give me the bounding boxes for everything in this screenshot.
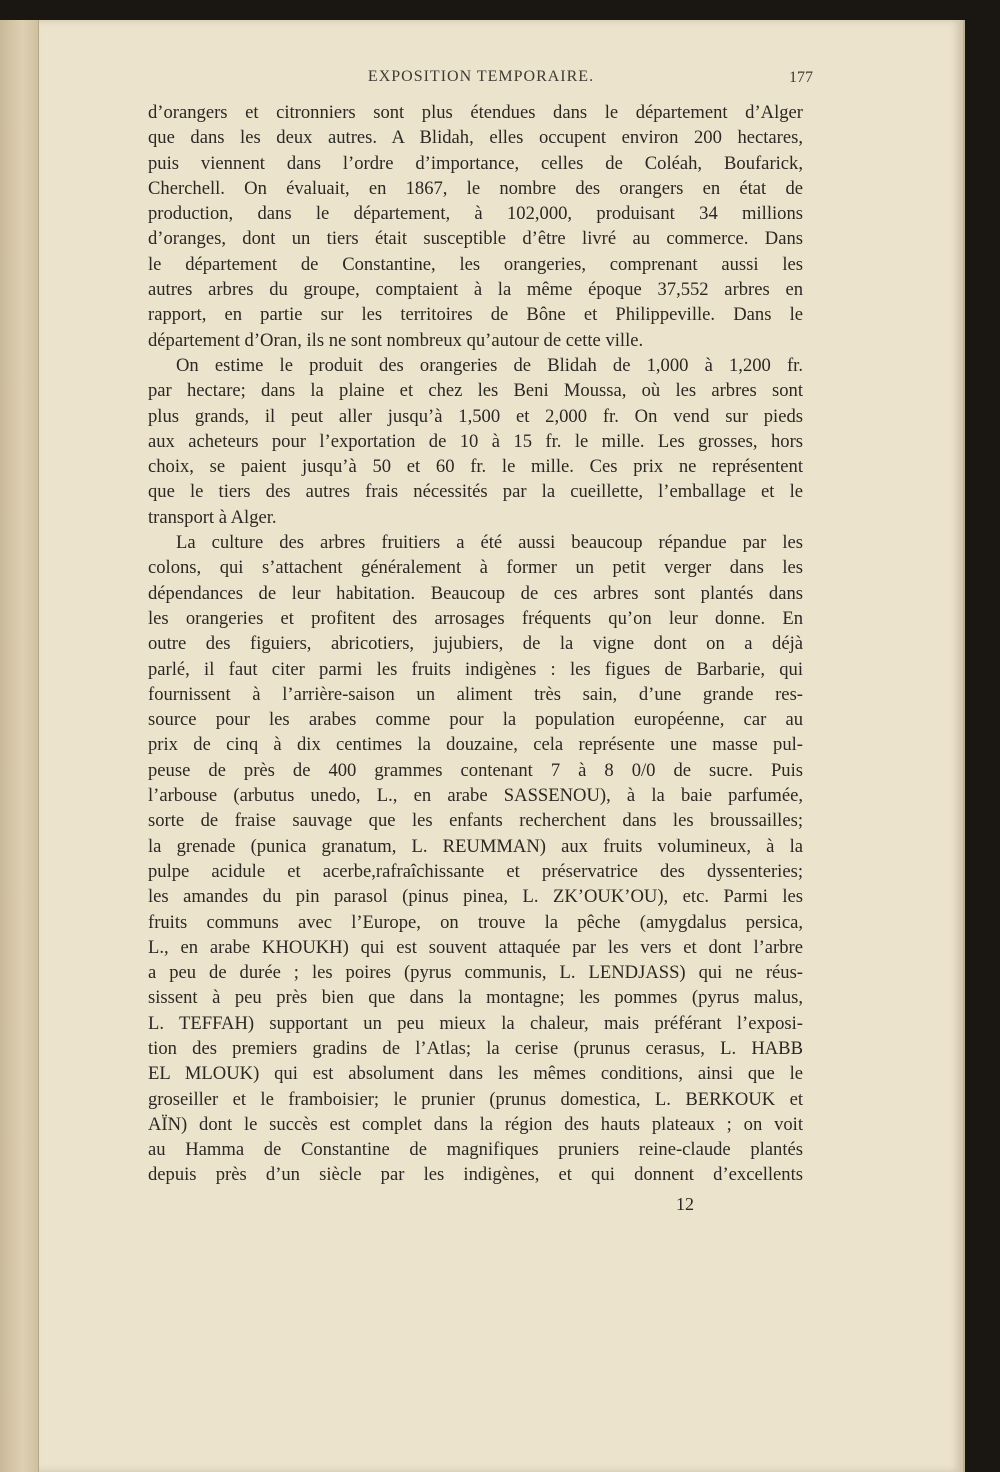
text-line: d’orangers et citronniers sont plus étendues dans le département d’Alger [148,102,803,123]
text-line: par hectare; dans la plaine et chez les Beni Moussa, où les arbres sont [148,380,803,402]
text-line: d’oranges, dont un tiers était susceptible d’être livré au commerce. Dans [148,228,803,250]
text-line: choix, se paient jusqu’à 50 et 60 fr. le mille. Ces prix ne représentent [148,456,803,478]
text-line: peuse de près de 400 grammes contenant 7 à 8 0/0 de sucre. Puis [148,759,803,781]
text-line: au Hamma de Constantine de magnifiques pruniers reine-claude plantés [148,1139,803,1161]
text-line: fruits communs avec l’Europe, on trouve la pêche (amygdalus persica, [148,911,803,933]
text-line: fournissent à l’arrière-saison un aliment très sain, d’une grande res- [148,683,803,705]
text-line: prix de cinq à dix centimes la douzaine, cela représente une masse pul- [148,734,803,756]
text-line: L., en arabe KHOUKH) qui est souvent attaquée par les vers et dont l’arbre [148,936,803,958]
text-line: production, dans le département, à 102,000, produisant 34 millions [148,203,803,225]
text-line: L. TEFFAH) supportant un peu mieux la chaleur, mais préférant l’exposi- [148,1012,803,1034]
text-line: a peu de durée ; les poires (pyrus communis, L. LENDJASS) qui ne réus- [148,962,803,984]
running-head [149,68,813,90]
signature-mark: 12 [676,1194,694,1214]
text-line: le département de Constantine, les orangeries, comprenant aussi les [148,253,803,275]
text-line: les amandes du pin parasol (pinus pinea, L. ZK’OUK’OU), etc. Parmi les [148,886,803,908]
text-line: aux acheteurs pour l’exportation de 10 à 15 fr. le mille. Les grosses, hors [148,430,803,452]
text-line: La culture des arbres fruitiers a été aussi beaucoup répandue par les [176,532,803,554]
book-page [38,20,965,1472]
text-line: AÏN) dont le succès est complet dans la région des hauts plateaux ; on voit [148,1113,803,1135]
body-text [148,100,803,1213]
running-title: EXPOSITION TEMPORAIRE. [367,68,595,85]
text-line: l’arbouse (arbutus unedo, L., en arabe SASSENOU), à la baie parfumée, [148,785,803,807]
text-line: parlé, il faut citer parmi les fruits indigènes : les figues de Barbarie, qui [148,658,803,680]
text-line: sissent à peu près bien que dans la montagne; les pommes (pyrus malus, [148,987,803,1009]
text-line: autres arbres du groupe, comptaient à la même époque 37,552 arbres en [148,279,803,301]
text-line: Cherchell. On évaluait, en 1867, le nombre des orangers en état de [148,177,803,199]
text-line: les orangeries et profitent des arrosages fréquents qu’on leur donne. En [148,607,803,629]
text-line: sorte de fraise sauvage que les enfants recherchent dans les broussailles; [148,810,803,832]
text-line: depuis près d’un siècle par les indigènes, et qui donnent d’excellents [148,1164,803,1186]
text-line: tion des premiers gradins de l’Atlas; la cerise (prunus cerasus, L. HABB [148,1037,803,1059]
facing-page-edge [0,20,39,1472]
text-line: dépendances de leur habitation. Beaucoup de ces arbres sont plantés dans [148,582,803,604]
page-number: 177 [789,69,813,86]
text-line: plus grands, il peut aller jusqu’à 1,500 et 2,000 fr. On vend sur pieds [148,405,803,427]
text-line [148,1188,803,1213]
text-line: la grenade (punica granatum, L. REUMMAN) aux fruits volumineux, à la [148,835,803,857]
text-line: EL MLOUK) qui est absolument dans les mêmes conditions, ainsi que le [148,1063,803,1085]
text-line: département d’Oran, ils ne sont nombreux qu’autour de cette ville. [148,329,644,351]
text-line: puis viennent dans l’ordre d’importance, celles de Coléah, Boufarick, [148,152,803,174]
text-line: colons, qui s’attachent généralement à former un petit verger dans les [148,557,803,579]
text-line: que dans les deux autres. A Blidah, elles occupent environ 200 hectares, [148,127,803,149]
text-line: On estime le produit des orangeries de Blidah de 1,000 à 1,200 fr. [176,354,803,376]
text-line: outre des figuiers, abricotiers, jujubiers, de la vigne dont on a déjà [148,633,803,655]
text-line: source pour les arabes comme pour la population européenne, car au [148,709,803,731]
text-line: pulpe acidule et acerbe,rafraîchissante et préservatrice des dyssenteries; [148,860,803,882]
text-line: groseiller et le framboisier; le prunier (prunus domestica, L. BERKOUK et [148,1088,803,1110]
text-line: que le tiers des autres frais nécessités par la cueillette, l’emballage et le [148,481,803,503]
text-line: rapport, en partie sur les territoires de Bône et Philippeville. Dans le [148,304,803,326]
text-line: transport à Alger. [148,506,277,528]
